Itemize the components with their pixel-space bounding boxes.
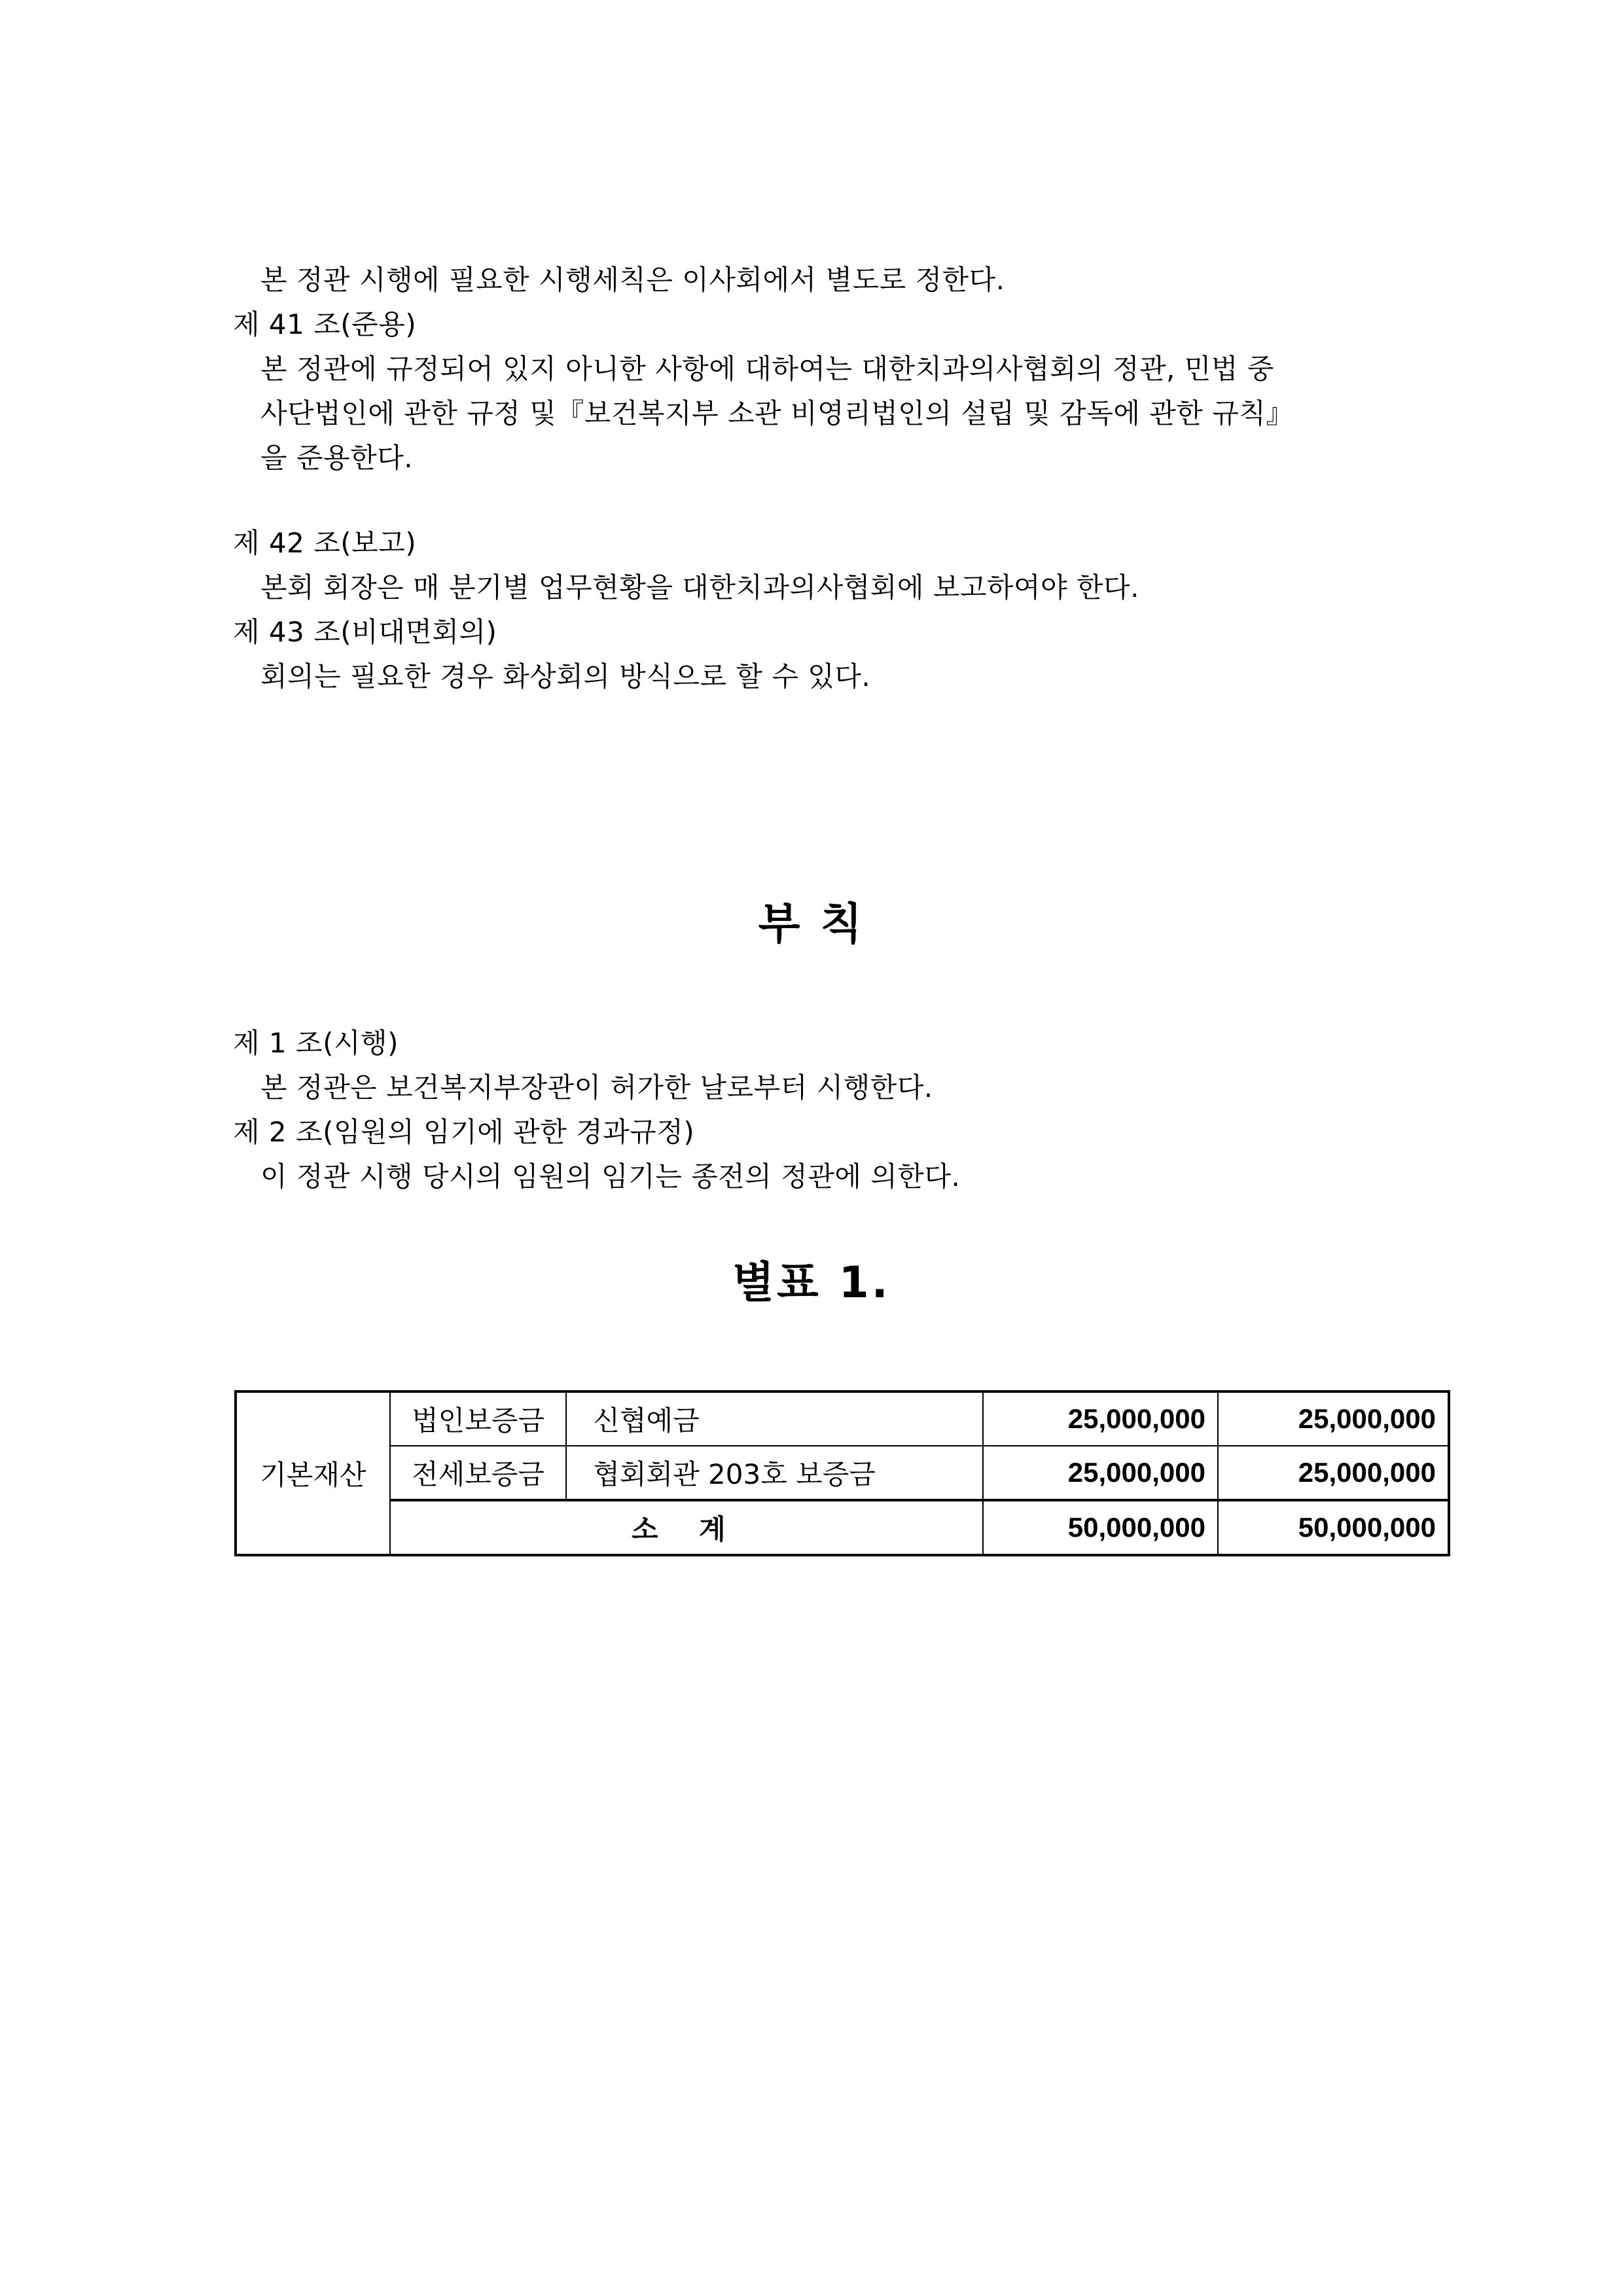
asset-type-cell: 법인보증금 — [390, 1391, 567, 1446]
table-row — [236, 1446, 1449, 1500]
bylaw-line-enforcement-rules: 본 정관 시행에 필요한 시행세칙은 이사회에서 별도로 정한다. — [260, 264, 1005, 296]
asset-amount-cell: 25,000,000 — [983, 1446, 1218, 1500]
appendix-title: 별표 1. — [732, 1257, 891, 1308]
asset-desc-cell: 신협예금 — [566, 1391, 983, 1446]
article-42-text: 본회 회장은 매 분기별 업무현황을 대한치과의사협회에 보고하여야 한다. — [260, 571, 1139, 603]
asset-table-wrapper — [234, 1390, 1450, 1556]
article-41-text-1: 본 정관에 규정되어 있지 아니한 사항에 대하여는 대한치과의사협회의 정관, 민법 중 — [260, 353, 1274, 385]
asset-category-cell: 기본재산 — [236, 1391, 390, 1555]
addendum-article-2-heading: 제 2 조(임원의 임기에 관한 경과규정) — [233, 1116, 695, 1148]
asset-table — [234, 1390, 1450, 1556]
table-row — [236, 1391, 1449, 1446]
subtotal-row — [236, 1500, 1449, 1555]
article-42-heading: 제 42 조(보고) — [233, 527, 417, 559]
subtotal-label-cell: 소 계 — [390, 1500, 983, 1555]
article-43-text: 회의는 필요한 경우 화상회의 방식으로 할 수 있다. — [260, 660, 871, 692]
article-43-heading: 제 43 조(비대면회의) — [233, 616, 497, 648]
addendum-article-2-text: 이 정관 시행 당시의 임원의 임기는 종전의 정관에 의한다. — [260, 1160, 961, 1193]
addendum-title: 부 칙 — [758, 899, 865, 949]
asset-amount-cell: 25,000,000 — [1218, 1391, 1449, 1446]
asset-type-cell: 전세보증금 — [390, 1446, 567, 1500]
subtotal-amount-cell: 50,000,000 — [983, 1500, 1218, 1555]
addendum-article-1-text: 본 정관은 보건복지부장관이 허가한 날로부터 시행한다. — [260, 1071, 933, 1103]
article-41-text-2: 사단법인에 관한 규정 및『보건복지부 소관 비영리법인의 설립 및 감독에 관한 규칙』 — [260, 397, 1294, 429]
addendum-article-1-heading: 제 1 조(시행) — [233, 1027, 399, 1059]
article-41-text-3: 을 준용한다. — [260, 442, 414, 474]
asset-amount-cell: 25,000,000 — [1218, 1446, 1449, 1500]
asset-amount-cell: 25,000,000 — [983, 1391, 1218, 1446]
asset-desc-cell: 협회회관 203호 보증금 — [566, 1446, 983, 1500]
article-41-heading: 제 41 조(준용) — [233, 308, 417, 340]
subtotal-amount-cell: 50,000,000 — [1218, 1500, 1449, 1555]
